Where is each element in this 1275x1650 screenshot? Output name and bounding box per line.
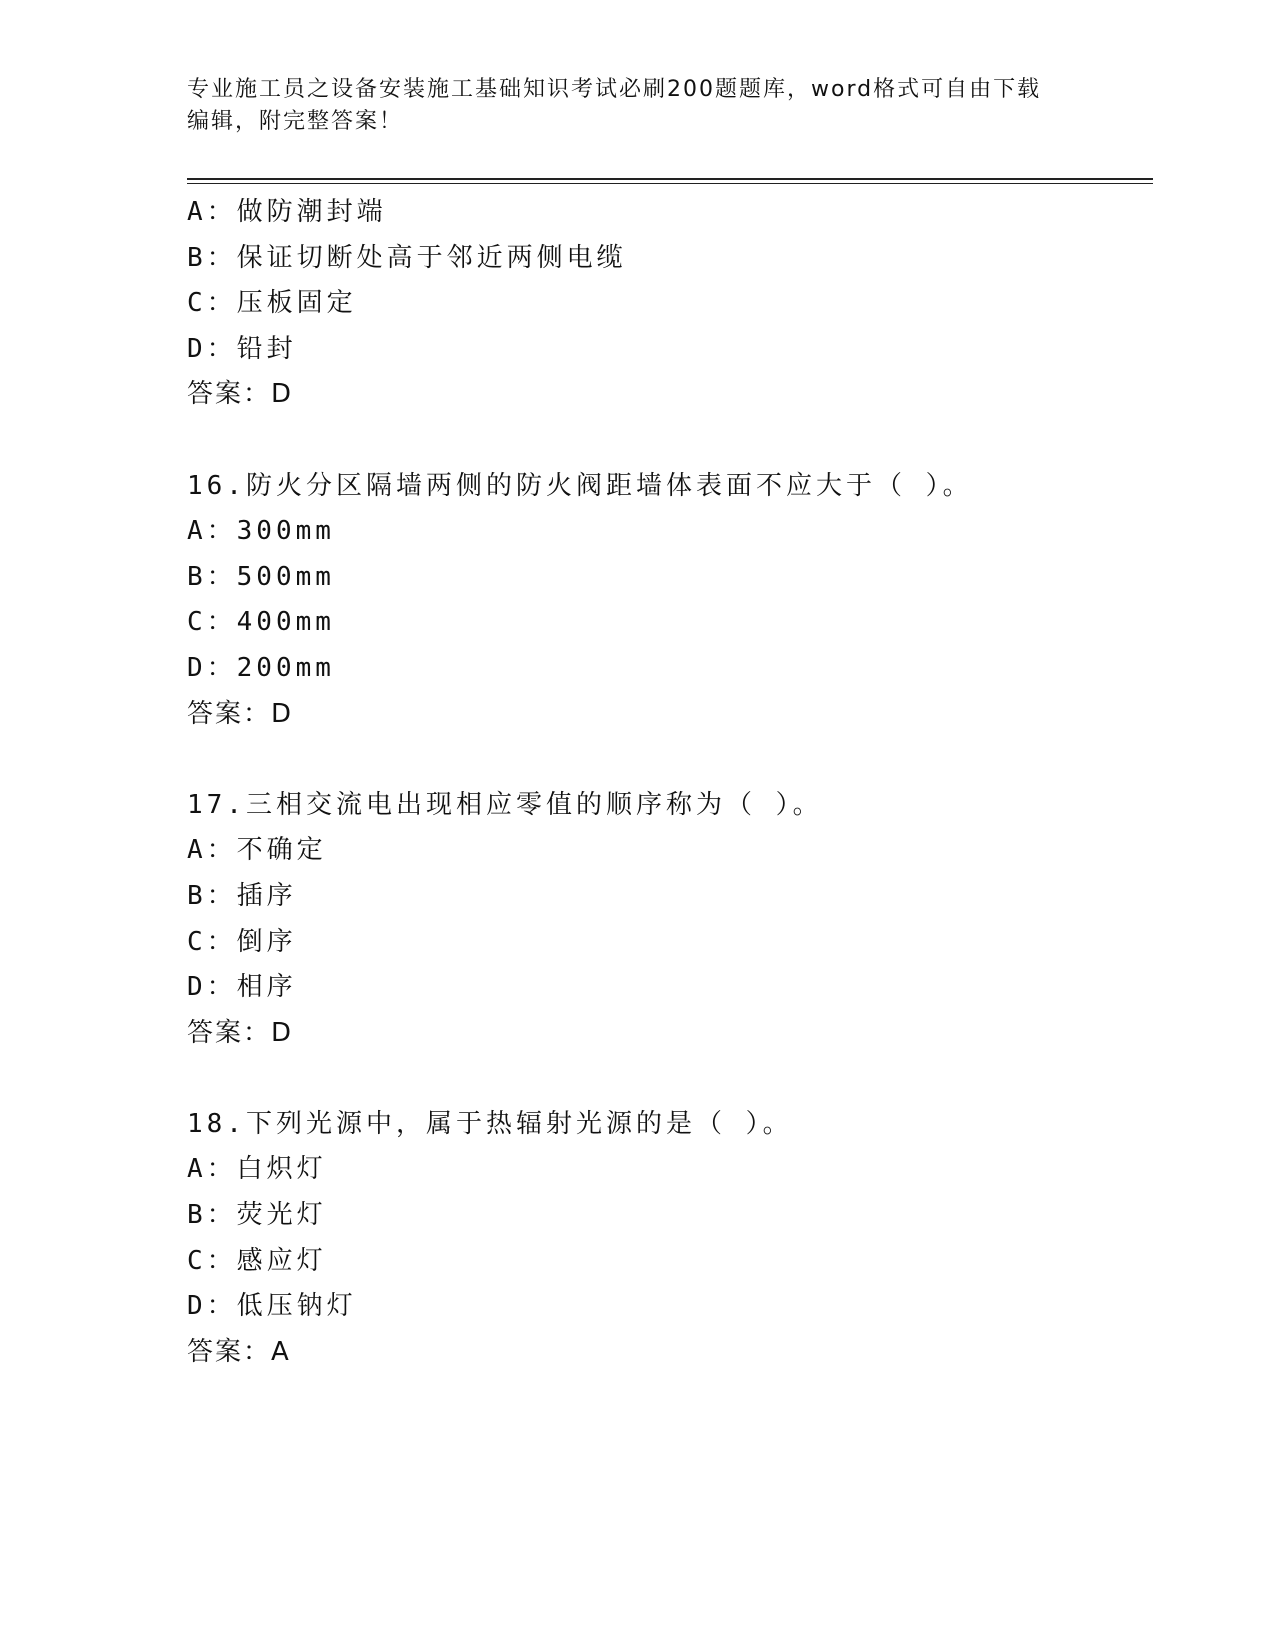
document-header (187, 74, 1067, 138)
option-b: B：保证切断处高于邻近两侧电缆 (187, 242, 627, 273)
question-16 (187, 464, 1153, 738)
question-stem: 17.三相交流电出现相应零值的顺序称为（ ）。 (187, 789, 823, 820)
option-a: A：做防潮封端 (187, 197, 387, 227)
answer-line: 答案：D (187, 379, 294, 410)
answer-line: 答案：D (187, 698, 294, 729)
option-c: C：感应灯 (187, 1245, 327, 1276)
question-18 (187, 1102, 1153, 1376)
option-a: A：不确定 (187, 835, 327, 866)
question-stem: 18.下列光源中，属于热辐射光源的是（ ）。 (187, 1108, 793, 1139)
option-b: B：荧光灯 (187, 1200, 327, 1231)
option-c: C：压板固定 (187, 288, 357, 319)
option-b: B：插序 (187, 880, 297, 911)
answer-line: 答案：D (187, 1017, 294, 1048)
header-divider-thick (187, 178, 1153, 180)
question-list (187, 190, 1153, 1375)
option-d: D：铅封 (187, 333, 297, 364)
option-d: D：相序 (187, 972, 297, 1003)
option-d: D：200mm (187, 652, 335, 683)
header-line-2: 编辑，附完整答案！ (187, 109, 404, 134)
header-line-1: 专业施工员之设备安装施工基础知识考试必刷200题题库，word格式可自由下载 (187, 77, 1042, 102)
option-b: B：500mm (187, 561, 335, 592)
option-a: A：300mm (187, 516, 335, 547)
option-a: A：白炽灯 (187, 1154, 327, 1185)
question-15-tail (187, 190, 1153, 418)
header-divider-thin (187, 183, 1153, 184)
question-stem: 16.防火分区隔墙两侧的防火阀距墙体表面不应大于（ ）。 (187, 470, 973, 501)
question-17 (187, 783, 1153, 1057)
answer-line: 答案：A (187, 1336, 291, 1367)
option-c: C：400mm (187, 607, 335, 638)
option-c: C：倒序 (187, 926, 297, 957)
option-d: D：低压钠灯 (187, 1291, 357, 1322)
